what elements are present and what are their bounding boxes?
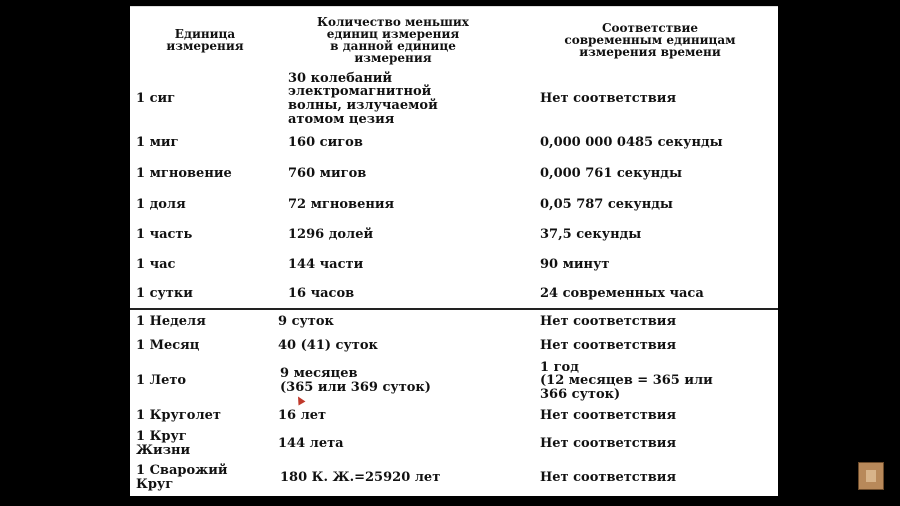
- cell-count: 144 части: [288, 257, 364, 273]
- table-row: [130, 189, 778, 220]
- cell-count: 30 колебаний электромагнитной волны, излучаемой атомом цезия: [288, 70, 438, 127]
- cell-modern: Нет соответствия: [540, 436, 677, 452]
- cell-modern: 24 современных часа: [540, 286, 704, 302]
- table-row: [130, 70, 778, 128]
- cell-unit: 1 сутки: [136, 286, 193, 302]
- cell-count: 72 мгновения: [288, 196, 395, 212]
- table-row: [130, 250, 778, 280]
- cell-count: 9 суток: [278, 314, 334, 330]
- header-modern: Соответствие современным единицам измерения времени: [564, 21, 736, 59]
- table-row: [130, 334, 778, 358]
- cell-unit: 1 Круг Жизни: [136, 429, 191, 458]
- cell-unit: 1 час: [136, 257, 176, 273]
- cell-count: 160 сигов: [288, 135, 363, 151]
- cell-modern: Нет соответствия: [540, 470, 677, 486]
- cell-modern: Нет соответствия: [540, 338, 677, 354]
- top-border: [130, 6, 778, 7]
- picture-thumbnail-icon[interactable]: [858, 462, 884, 490]
- cell-count: 144 лета: [278, 436, 344, 452]
- table-row: [130, 310, 778, 334]
- cell-unit: 1 сиг: [136, 91, 176, 107]
- cell-modern: Нет соответствия: [540, 314, 677, 330]
- table-row: [130, 404, 778, 428]
- cell-modern: Нет соответствия: [540, 408, 677, 424]
- cell-modern: Нет соответствия: [540, 91, 677, 107]
- cell-count: 16 часов: [288, 286, 355, 302]
- cell-unit: 1 доля: [136, 196, 186, 212]
- cell-count: 9 месяцев (365 или 369 суток): [280, 366, 431, 395]
- cell-unit: 1 Сварожий Круг: [136, 463, 228, 492]
- table-row: [130, 358, 778, 404]
- cell-modern: 90 минут: [540, 257, 610, 273]
- cell-count: 760 мигов: [288, 165, 367, 181]
- cell-modern: 37,5 секунды: [540, 227, 642, 243]
- header-unit: Единица измерения: [166, 27, 244, 53]
- table-row: [130, 461, 778, 495]
- document-page: [130, 6, 778, 496]
- table-row: [130, 280, 778, 308]
- cell-unit: 1 Лето: [136, 373, 187, 389]
- cell-unit: 1 Месяц: [136, 338, 200, 354]
- table-header: [130, 10, 778, 70]
- cell-modern: 1 год (12 месяцев = 365 или 366 суток): [540, 359, 713, 402]
- cell-unit: 1 мгновение: [136, 165, 232, 181]
- header-count: Количество меньших единиц измерения в данной единице измерения: [317, 15, 469, 65]
- cell-unit: 1 часть: [136, 227, 193, 243]
- cell-unit: 1 Неделя: [136, 314, 206, 330]
- table-row: [130, 220, 778, 250]
- table-row: [130, 128, 778, 158]
- cell-count: 180 К. Ж.=25920 лет: [280, 470, 441, 486]
- cell-count: 1296 долей: [288, 227, 374, 243]
- thumbnail-inner: [866, 470, 876, 482]
- cell-modern: 0,05 787 секунды: [540, 196, 673, 212]
- cell-count: 16 лет: [278, 408, 327, 424]
- table-row: [130, 158, 778, 189]
- cell-count: 40 (41) суток: [278, 338, 378, 354]
- cell-modern: 0,000 000 0485 секунды: [540, 135, 723, 151]
- cell-modern: 0,000 761 секунды: [540, 165, 683, 181]
- cell-unit: 1 Круголет: [136, 408, 221, 424]
- table-row: [130, 428, 778, 460]
- cell-unit: 1 миг: [136, 135, 179, 151]
